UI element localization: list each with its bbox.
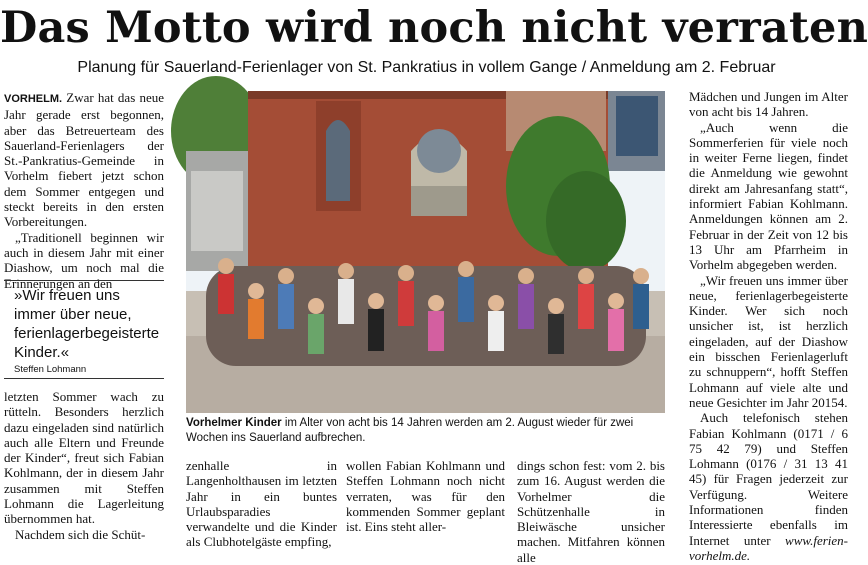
col5-paragraph-3: „Wir freuen uns immer über neue, ferienlagerbegeisterte Kinder. Wer sich noch unsicher ist, ist herzlich eingeladen, auf der Diashow ein bisschen Ferienlagerluft zu schnuppern“, hofft Steffen Lohmann auf viele alte und neue Gesichter im Jahr 20154.	[689, 272, 848, 410]
col5-paragraph-1: Mädchen und Jungen im Alter von acht bis 14 Jahren.	[689, 89, 848, 120]
caption-text: im Alter von acht bis 14 Jahren werden am 2. August wieder für zwei Wochen ins Sauerland aufbrechen.	[186, 417, 634, 444]
col2-paragraph: zenhalle in Langenholthausen im letzten Jahr in ein buntes Urlaubsparadies verwandelte und die Kinder als Clubhotelgäste empfing,	[186, 458, 337, 550]
caption-lead: Vorhelmer Kinder	[186, 417, 282, 429]
quote-rule-top	[4, 280, 164, 281]
pull-quote-author: Steffen Lohmann	[14, 364, 87, 375]
subheadline: Planung für Sauerland-Ferienlager von St. Pankratius in vollem Gange / Anmeldung am 2. Februar	[77, 59, 776, 76]
dateline: VORHELM.	[4, 93, 63, 105]
photo-caption	[186, 416, 665, 446]
col1-paragraph-3: letzten Sommer wach zu rütteln. Besonders herzlich dazu eingeladen sind natürlich auch alle Eltern und Freunde der Kinder“, freut sich Fabian Kohlmann, der in diesem Jahr zusammen mit Steffen Lohmann die Lagerleitung übernommen hat.	[4, 389, 164, 527]
column-4-bottom	[517, 458, 665, 565]
col5-paragraph-2: „Auch wenn die Sommerferien für viele noch in weiter Ferne liegen, findet die Anmeldung wie gewohnt direkt am Jahresanfang statt“, informiert Fabian Kohlmann. Anmeldungen können am 2. Februar in der Zeit von 12 bis 13 Uhr am Pfarrheim in Vorhelm abgegeben werden.	[689, 119, 848, 273]
pull-quote: »Wir freuen uns immer über neue, ferienlagerbegeisterte Kinder.«	[14, 287, 160, 361]
column-3-bottom	[346, 458, 505, 535]
group-photo-image	[186, 91, 665, 413]
headline: Das Motto wird noch nicht verraten	[0, 3, 868, 53]
column-2-bottom	[186, 458, 337, 550]
col1-paragraph-2: „Traditionell beginnen wir auch in diesem Jahr mit einer Diashow, um noch mal die Erinnerungen an den	[4, 229, 164, 291]
col5-paragraph-4: Auch telefonisch stehen Fabian Kohlmann (0171 / 6 75 42 79) und Steffen Lohmann (0176 / 31 13 41 45) für Fragen jederzeit zur Verfügung. Weitere Informationen finden Interessierte ebenfalls im Internet unter	[689, 410, 848, 548]
quote-rule-bottom	[4, 378, 164, 379]
col4-paragraph: dings schon fest: vom 2. bis zum 16. August werden die Vorhelmer die Schützenhalle in Bleiwäsche unsicher machen. Mitfahren können alle	[517, 458, 665, 565]
col3-paragraph: wollen Fabian Kohlmann und Steffen Lohmann noch nicht verraten, was für den kommenden Sommer geplant ist. Eins steht aller-	[346, 458, 505, 535]
col1-paragraph-1: Zwar hat das neue Jahr gerade erst begonnen, aber das Betreuerteam des Sauerland-Ferienlagers der St.-Pankratius-Gemeinde in Vorhelm fiebert jetzt schon dem Sommer entgegen und steckt bereits in den ersten Vorbereitungen.	[4, 90, 164, 230]
column-1-bottom	[4, 389, 164, 542]
col1-paragraph-4: Nachdem sich die Schüt-	[15, 526, 146, 542]
column-1-top	[4, 90, 164, 291]
website-link[interactable]: www.ferien-vorhelm.de.	[689, 532, 848, 563]
column-5	[689, 89, 848, 563]
group-photo	[186, 91, 665, 413]
